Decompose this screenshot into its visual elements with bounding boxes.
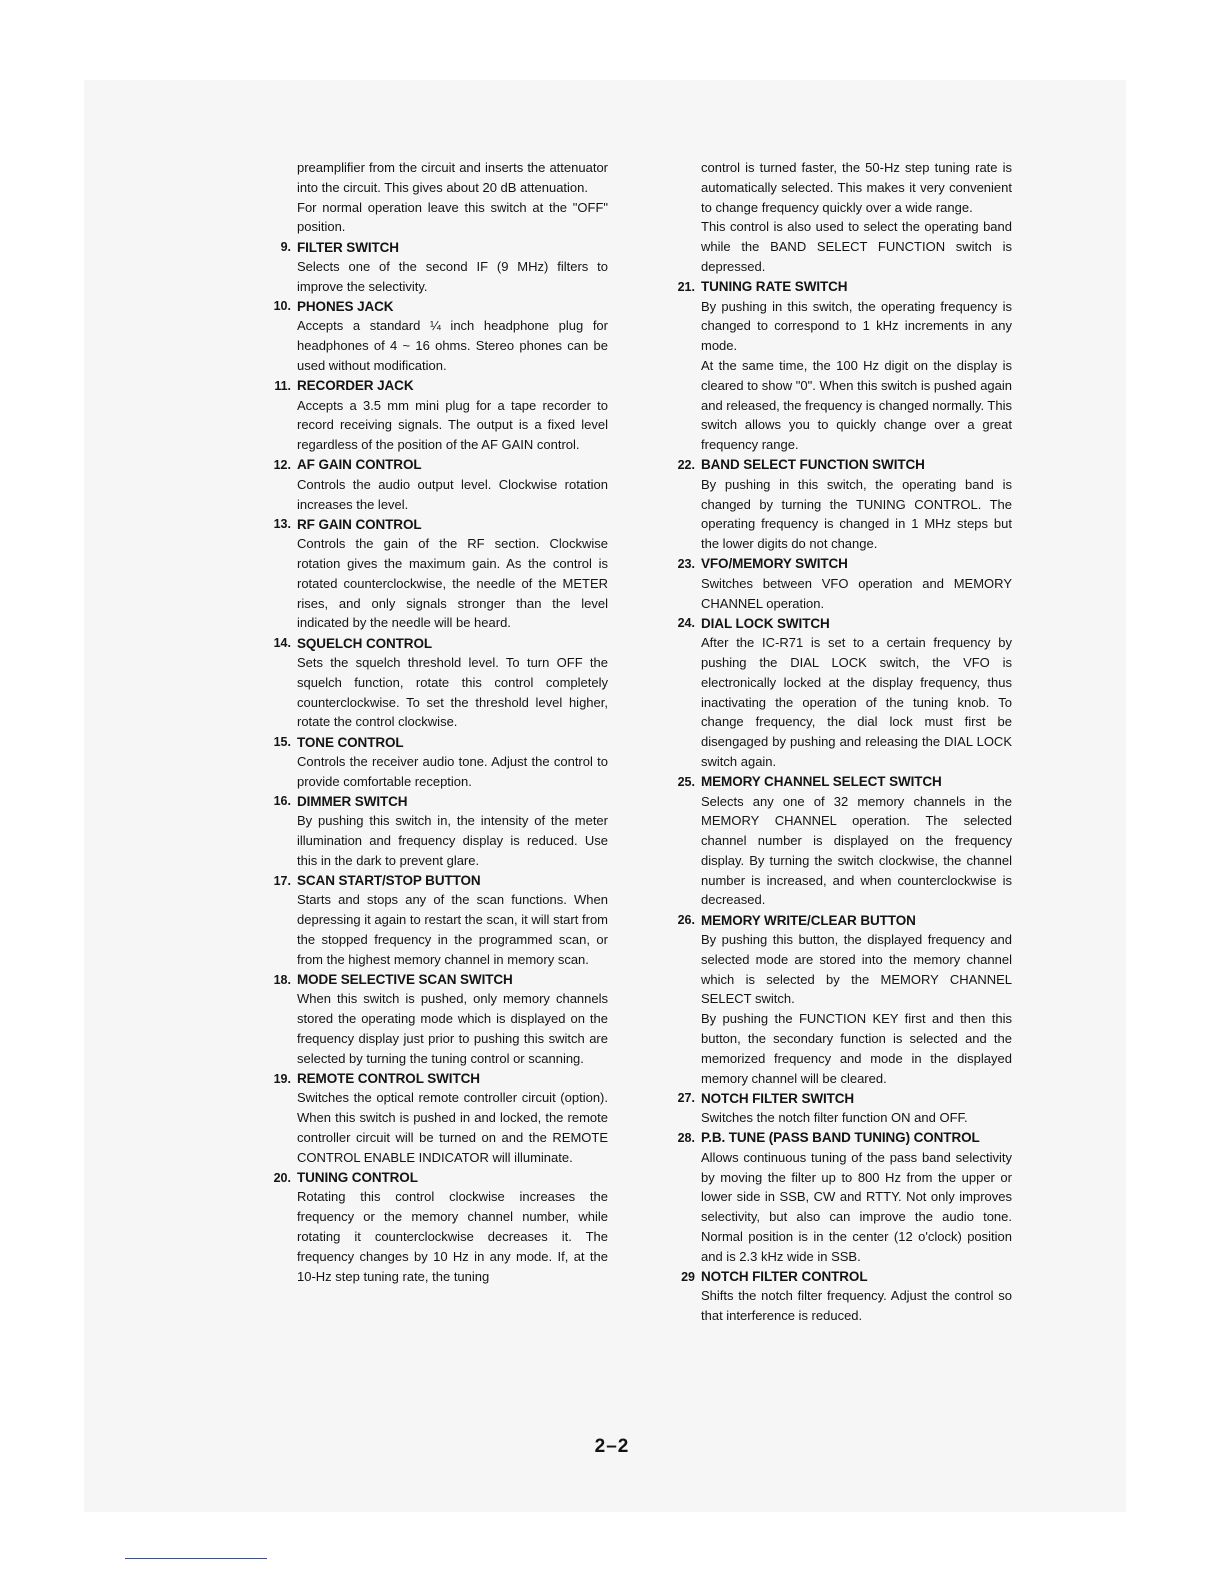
item-description: By pushing in this switch, the operating band is changed by turning the TUNING CONTROL. The operating frequency is changed in 1 MHz steps but the lower digits do not change.: [701, 476, 1012, 552]
footer-rule: [125, 1558, 267, 1559]
body-paragraph: control is turned faster, the 50-Hz step tuning rate is automatically selected. This makes it very convenient to change frequency quickly over a wide range.: [701, 160, 1012, 215]
manual-item-dial-lock-switch: [672, 613, 1012, 771]
item-number: 11.: [274, 378, 291, 393]
item-title: BAND SELECT FUNCTION SWITCH: [701, 457, 925, 473]
item-title: MEMORY WRITE/CLEAR BUTTON: [701, 912, 916, 928]
manual-item-tone-control: [268, 732, 608, 791]
item-number: 29: [681, 1269, 695, 1284]
item-number: 20.: [273, 1170, 291, 1185]
page-number: 2–2: [594, 1436, 630, 1457]
manual-item-pb-tune-control: [672, 1128, 1012, 1267]
item-description: At the same time, the 100 Hz digit on the display is cleared to show "0". When this switch is pushed again and released, the frequency is changed normally. This switch allows you to quickly change over a great frequency range.: [701, 357, 1012, 453]
manual-item-scan-start-stop-button: [268, 871, 608, 970]
item-title: REMOTE CONTROL SWITCH: [297, 1071, 480, 1087]
manual-item-remote-control-switch: [268, 1069, 608, 1168]
item-description: Controls the receiver audio tone. Adjust the control to provide comfortable reception.: [297, 753, 608, 789]
item-number: 22.: [677, 457, 695, 472]
item-number: 21.: [677, 279, 695, 294]
item-number: 23.: [677, 556, 695, 571]
item-description: Sets the squelch threshold level. To turn OFF the squelch function, rotate this control completely counterclockwise. To set the threshold level higher, rotate the control clockwise.: [297, 654, 608, 730]
item-description: Accepts a standard ¼ inch headphone plug for headphones of 4 ~ 16 ohms. Stereo phones can be used without modification.: [297, 318, 608, 373]
item-number: 24.: [677, 616, 695, 631]
manual-item-notch-filter-switch: [672, 1088, 1012, 1128]
item-number: 17.: [273, 873, 291, 888]
body-paragraph: This control is also used to select the operating band while the BAND SELECT FUNCTION switch is depressed.: [701, 219, 1012, 274]
item-description: Rotating this control clockwise increases the frequency or the memory channel number, while rotating it counterclockwise decreases it. The frequency changes by 10 Hz in any mode. If, at the 10-Hz step tuning rate, the tuning: [297, 1189, 608, 1284]
item-number: 14.: [273, 636, 291, 651]
item-title: SQUELCH CONTROL: [297, 635, 432, 651]
manual-item-vfo-memory-switch: [672, 554, 1012, 613]
item-description: Switches the optical remote controller circuit (option). When this switch is pushed in and locked, the remote controller circuit will be turned on and the REMOTE CONTROL ENABLE INDICATOR will illuminate.: [297, 1090, 608, 1165]
manual-item-phones-jack: [268, 297, 608, 376]
body-paragraph: For normal operation leave this switch at the "OFF" position.: [297, 199, 608, 235]
item-description: Controls the audio output level. Clockwise rotation increases the level.: [297, 476, 608, 512]
item-title: VFO/MEMORY SWITCH: [701, 556, 848, 572]
left-column: [268, 158, 608, 1286]
item-description: Switches between VFO operation and MEMORY CHANNEL operation.: [701, 575, 1012, 611]
manual-item-squelch-control: [268, 633, 608, 732]
item-description: After the IC-R71 is set to a certain frequency by pushing the DIAL LOCK switch, the VFO is electronically locked at the display frequency, thus inactivating the operation of the tuning knob. To change frequency, the dial lock must first be disengaged by pushing and releasing the DIAL LOCK switch again.: [701, 635, 1012, 769]
item-title: MODE SELECTIVE SCAN SWITCH: [297, 972, 513, 988]
item-description: Starts and stops any of the scan functions. When depressing it again to restart the scan, it will start from the stopped frequency in the programmed scan, or from the highest memory channel in memory scan.: [297, 892, 608, 967]
item-title: PHONES JACK: [297, 298, 394, 314]
item-description: Allows continuous tuning of the pass band selectivity by moving the filter up to 800 Hz from the upper or lower side in SSB, CW and RTTY. Not only improves selectivity, but also can improve the audio tone. Normal position is in the center (12 o'clock) position and is 2.3 kHz wide in SSB.: [701, 1149, 1012, 1264]
item-number: 16.: [273, 794, 291, 809]
item-title: DIAL LOCK SWITCH: [701, 615, 830, 631]
item-number: 10.: [273, 299, 291, 314]
item-title: P.B. TUNE (PASS BAND TUNING) CONTROL: [701, 1130, 980, 1146]
manual-item-rf-gain-control: [268, 514, 608, 633]
manual-item-memory-write-clear-button: [672, 910, 1012, 1088]
manual-item-notch-filter-control: [672, 1267, 1012, 1326]
item-title: AF GAIN CONTROL: [297, 457, 422, 473]
item-title: RF GAIN CONTROL: [297, 516, 422, 532]
item-description: By pushing in this switch, the operating frequency is changed to correspond to 1 kHz increments in any mode.: [701, 298, 1012, 354]
item-description: Switches the notch filter function ON and OFF.: [701, 1110, 968, 1126]
item-description: Controls the gain of the RF section. Clockwise rotation gives the maximum gain. As the control is rotated counterclockwise, the needle of the METER rises, and only signals stronger than the level indicated by the needle will be heard.: [297, 536, 608, 631]
right-column: [672, 158, 1012, 1326]
item-title: TUNING RATE SWITCH: [701, 279, 848, 295]
item-number: 27.: [677, 1091, 695, 1106]
item-number: 25.: [677, 774, 695, 789]
item-description: Selects one of the second IF (9 MHz) filters to improve the selectivity.: [297, 258, 608, 294]
manual-item-band-select-function-switch: [672, 455, 1012, 554]
manual-item-recorder-jack: [268, 376, 608, 455]
item-description: Accepts a 3.5 mm mini plug for a tape recorder to record receiving signals. The output is a fixed level regardless of the position of the AF GAIN control.: [297, 397, 608, 453]
item-description: By pushing this button, the displayed frequency and selected mode are stored into the memory channel which is selected by the MEMORY CHANNEL SELECT switch.: [701, 932, 1012, 1007]
manual-item-mode-selective-scan-switch: [268, 970, 608, 1069]
item-number: 26.: [677, 913, 695, 928]
item-title: DIMMER SWITCH: [297, 793, 408, 809]
item-description: Selects any one of 32 memory channels in the MEMORY CHANNEL operation. The selected channel number is displayed on the frequency display. By turning the switch clockwise, the channel number is increased, and when counterclockwise is decreased.: [701, 793, 1012, 908]
item-number: 18.: [273, 972, 291, 987]
manual-item-af-gain-control: [268, 455, 608, 514]
item-title: FILTER SWITCH: [297, 239, 399, 255]
manual-item-tuning-rate-switch: [672, 277, 1012, 455]
item-number: 12.: [273, 457, 291, 472]
item-number: 13.: [273, 517, 291, 532]
item-title: NOTCH FILTER CONTROL: [701, 1269, 868, 1285]
item-title: NOTCH FILTER SWITCH: [701, 1090, 855, 1106]
item-number: 19.: [273, 1071, 291, 1086]
item-number: 28.: [677, 1130, 695, 1145]
item-description: Shifts the notch filter frequency. Adjust the control so that interference is reduced.: [701, 1288, 1012, 1324]
item-title: SCAN START/STOP BUTTON: [297, 873, 481, 889]
body-paragraph: preamplifier from the circuit and inserts the attenuator into the circuit. This gives about 20 dB attenuation.: [297, 160, 608, 195]
item-description: When this switch is pushed, only memory channels stored the operating mode which is displayed on the frequency display just prior to pushing this switch are selected by turning the tuning control or scanning.: [297, 991, 608, 1066]
manual-item-memory-channel-select-switch: [672, 772, 1012, 911]
item-number: 9.: [280, 240, 291, 255]
item-title: TUNING CONTROL: [297, 1170, 418, 1186]
item-title: RECORDER JACK: [297, 378, 414, 394]
manual-item-dimmer-switch: [268, 792, 608, 871]
item-number: 15.: [273, 735, 291, 749]
item-description: By pushing this switch in, the intensity of the meter illumination and frequency display is reduced. Use this in the dark to prevent glare.: [297, 813, 608, 868]
manual-item-filter-switch: [268, 237, 608, 296]
item-title: TONE CONTROL: [297, 734, 404, 750]
manual-item-tuning-control: [268, 1168, 608, 1287]
item-title: MEMORY CHANNEL SELECT SWITCH: [701, 774, 942, 790]
item-description: By pushing the FUNCTION KEY first and then this button, the secondary function is selected and the memorized frequency and mode in the displayed memory channel will be cleared.: [701, 1011, 1012, 1086]
